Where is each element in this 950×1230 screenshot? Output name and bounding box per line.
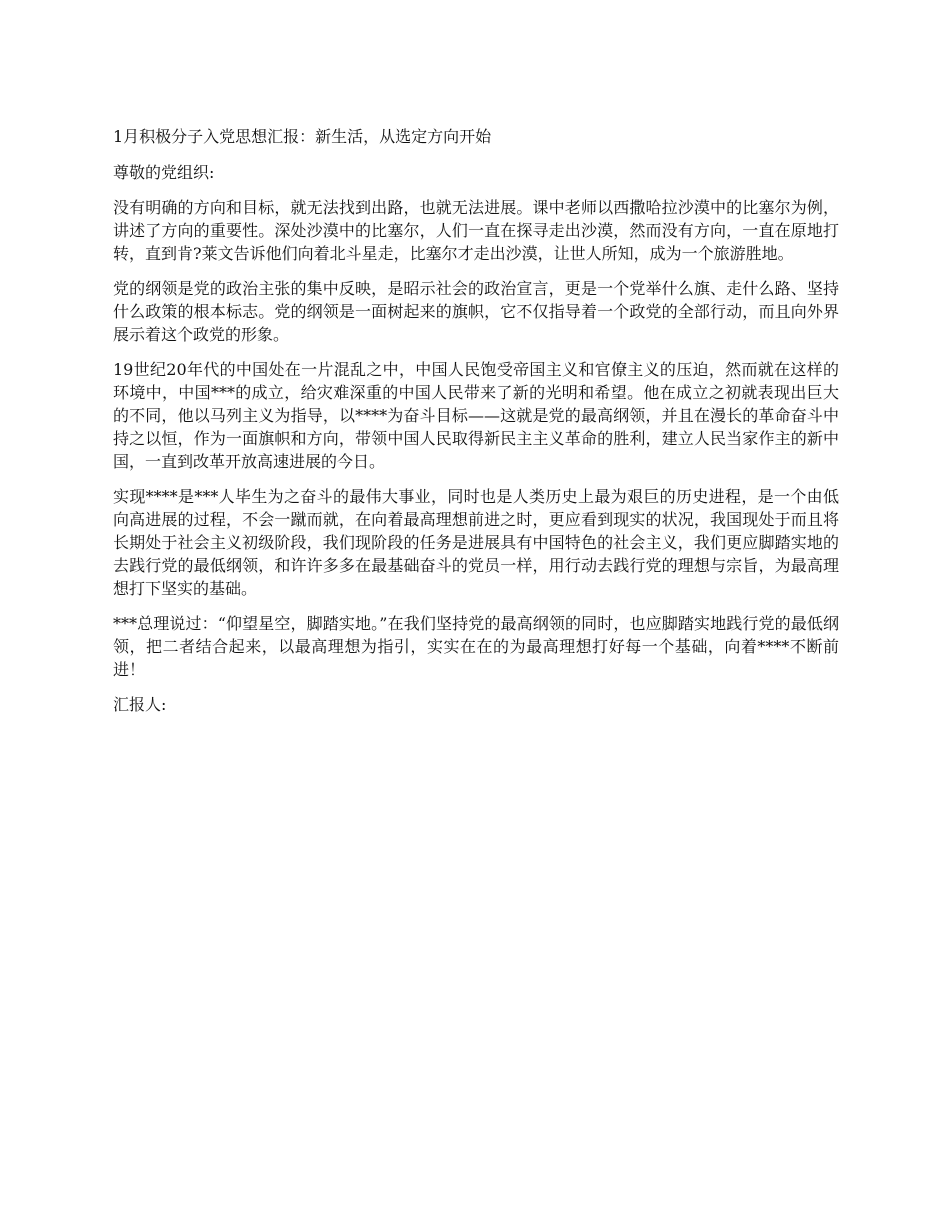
body-paragraph-1: 没有明确的方向和目标，就无法找到出路，也就无法进展。课中老师以西撒哈拉沙漠中的比塞尔为例，讲述了方向的重要性。深处沙漠中的比塞尔，人们一直在探寻走出沙漠，然而没有方向，一直在原地打转，直到肯?莱文告诉他们向着北斗星走，比塞尔才走出沙漠，让世人所知，成为一个旅游胜地。 <box>113 198 839 263</box>
body-paragraph-5: ***总理说过：“仰望星空，脚踏实地。”在我们坚持党的最高纲领的同时，也应脚踏实地践行党的最低纲领，把二者结合起来，以最高理想为指引，实实在在的为最高理想打好每一个基础，向着****不断前进！ <box>113 614 839 679</box>
body-paragraph-2: 党的纲领是党的政治主张的集中反映，是昭示社会的政治宣言，更是一个党举什么旗、走什么路、坚持什么政策的根本标志。党的纲领是一面树起来的旗帜，它不仅指导着一个政党的全部行动，而且向外界展示着这个政党的形象。 <box>113 279 839 344</box>
document-title: 1月积极分子入党思想汇报：新生活，从选定方向开始 <box>113 127 492 146</box>
body-paragraph-3: 19世纪20年代的中国处在一片混乱之中，中国人民饱受帝国主义和官僚主义的压迫，然而就在这样的环境中，中国***的成立，给灾难深重的中国人民带来了新的光明和希望。他在成立之初就表现出巨大的不同，他以马列主义为指导，以****为奋斗目标——这就是党的最高纲领，并且在漫长的革命奋斗中持之以恒，作为一面旗帜和方向，带领中国人民取得新民主主义革命的胜利，建立人民当家作主的新中国，一直到改革开放高速进展的今日。 <box>113 360 839 471</box>
signature-line: 汇报人: <box>113 695 167 714</box>
document-page <box>113 125 839 728</box>
body-paragraph-4: 实现****是***人毕生为之奋斗的最伟大事业，同时也是人类历史上最为艰巨的历史进程，是一个由低向高进展的过程，不会一蹴而就，在向着最高理想前进之时，更应看到现实的状况，我国现处于而且将长期处于社会主义初级阶段，我们现阶段的任务是进展具有中国特色的社会主义，我们更应脚踏实地的去践行党的最低纲领，和许许多多在最基础奋斗的党员一样，用行动去践行党的理想与宗旨，为最高理想打下坚实的基础。 <box>113 487 839 598</box>
salutation: 尊敬的党组织: <box>113 163 215 182</box>
